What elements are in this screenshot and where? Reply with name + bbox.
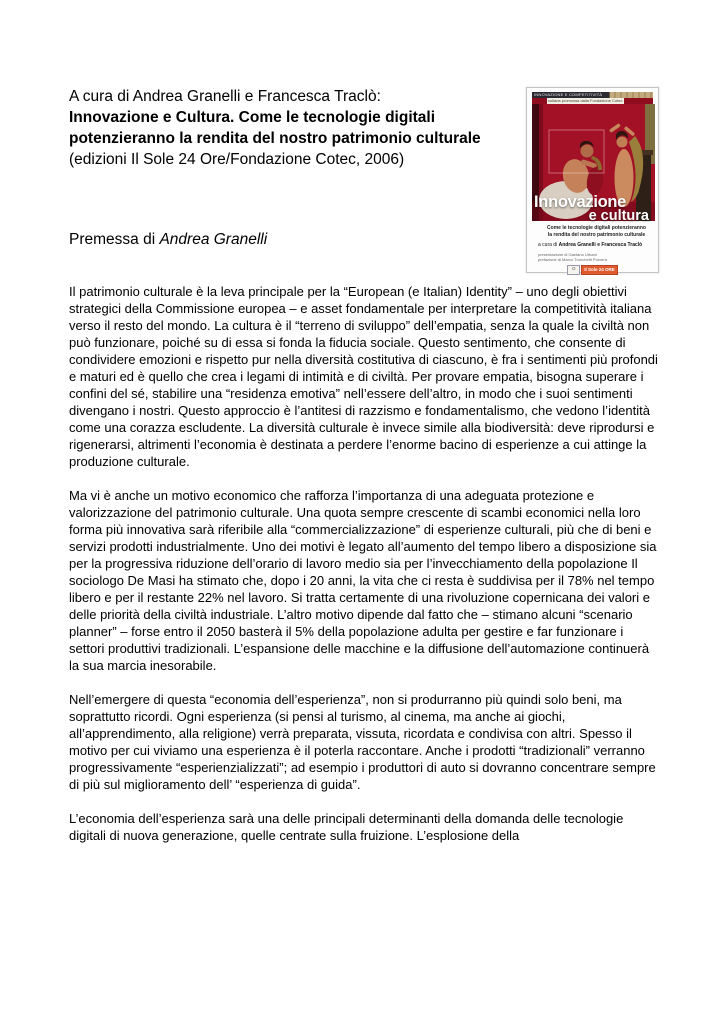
book-cover-thumbnail [526,87,659,273]
cover-editors [532,242,653,248]
paragraph: Ma vi è anche un motivo economico che rafforza l’importanza di una adeguata protezione e valorizzazione del patrimonio culturale. Una quota sempre crescente di scambi economici nella loro forma più innovativa sarà riferibile alla “commercializzazione” di esperienze culturali, più che di beni e servizi prodotti industrialmente. Uno dei motivi è legato all’aumento del tempo libero a disposizione sia per la progressiva riduzione dell’orario di lavoro medio sia per l’invecchiamento della popolazione Il sociologo De Masi ha stimato che, dopo i 20 anni, la vita che ci resta è suddivisa per il 78% nel tempo libero e per il restante 22% nel lavoro. Si tratta certamente di una rivoluzione copernicana dei valori e delle priorità della civiltà industriale. L’altro motivo dipende dal fatto che – stimano alcuni “scenario planner” – forse entro il 2050 basterà il 5% della popolazione adulta per gestire e far funzionare i settori produttivi tradizionali. L’espansione delle macchine e la diffusione dell’automazione continuerà la sua marcia inesorabile. [69,488,657,673]
cover-fine-print-line1: presentazione di Gaetano Urbani [538,252,597,257]
cover-fine-print [532,252,653,262]
cover-subtitle-line2: la rendita del nostro patrimonio culturale [547,231,646,238]
cover-title [532,195,655,223]
cover-subtitle-line1: Come le tecnologie digitali potenzieranno [547,225,646,231]
document-header [69,86,537,170]
cover-subtitle [532,225,653,238]
cover-fine-print-line2: prefazione di Marco Tronchetti Provera [538,257,607,262]
cover-art [532,104,655,224]
premessa-heading [69,229,267,250]
premessa-label: Premessa di [69,231,160,248]
paragraph: Il patrimonio culturale è la leva principale per la “European (e Italian) Identity” – uno degli obiettivi strategici della Commissione europea – e asset fondamentale per interpretare la competitività italiana verso il resto del mondo. La cultura è il “terreno di sviluppo” dell’empatia, senza la quale la civiltà non può funzionare, poiché su di essa si fonda la fiducia sociale. Questo sentimento, che consente di condividere emozioni e rispetto pur nella diversità costitutiva di ciascuno, è fra i sentimenti più profondi e maturi ed è quello che crea i legami di intimità e di civiltà. Per provare empatia, bisogna superare i confini del sé, stabilire una “residenza emotiva” nell’essere dell’altro, in modo che i suoi sentimenti divengano i nostri. Questo approccio è l’antitesi di razzismo e fondamentalismo, che vedono l’identità come una corazza escludente. La diversità culturale è invece simile alla biodiversità: deve riprodursi e rigenerarsi, altrimenti l’economia è destinata a perdere l’enorme bacino di esperienze a cui attinge la produzione culturale. [69,284,658,469]
paragraph: L’economia dell’esperienza sarà una delle principali determinanti della domanda delle tecnologie digitali di nuova generazione, quelle centrate sulla fruizione. L’esplosione della [69,811,624,843]
book-title: Innovazione e Cultura. Come le tecnologie digitali potenzieranno la rendita del nostro patrimonio culturale [69,109,481,147]
cover-series-label: INNOVAZIONE E COMPETITIVITÀ [532,92,609,98]
cover-title-line1: Innovazione [534,193,627,211]
premessa-author: Andrea Granelli [159,231,268,248]
document-body [69,283,661,861]
byline: A cura di Andrea Granelli e Francesca Traclò: [69,88,381,105]
cover-editors-prefix: a cura di [538,242,559,248]
sole-24-ore-sun-icon: ☼ [567,265,580,275]
book-title-edition: (edizioni Il Sole 24 Ore/Fondazione Cotec, 2006) [69,151,405,168]
publisher-logo [532,265,653,274]
paragraph: Nell’emergere di questa “economia dell’esperienza”, non si produrranno più quindi solo beni, ma soprattutto ricordi. Ogni esperienza (si pensi al turismo, al cinema, ma anche ai giochi, all’apprendimento, alla religione) verrà preparata, vissuta, ricordata e condivisa con altri. Spesso il motivo per cui viviamo una esperienza è il poterla raccontare. Anche i prodotti “tradizionali” verranno progressivamente “esperienzializzati”; ad esempio i produttori di auto si dovranno concentrare sempre di più sul miglioramento dell’ “esperienza di guida”. [69,692,656,792]
cover-collana-label: collana promossa dalla Fondazione Cotec [547,98,623,103]
cover-editors-names: Andrea Granelli e Francesca Traclò [558,242,643,248]
cover-title-line2: e cultura [588,208,649,224]
publisher-logo-text: Il Sole 24 ORE [581,265,618,275]
